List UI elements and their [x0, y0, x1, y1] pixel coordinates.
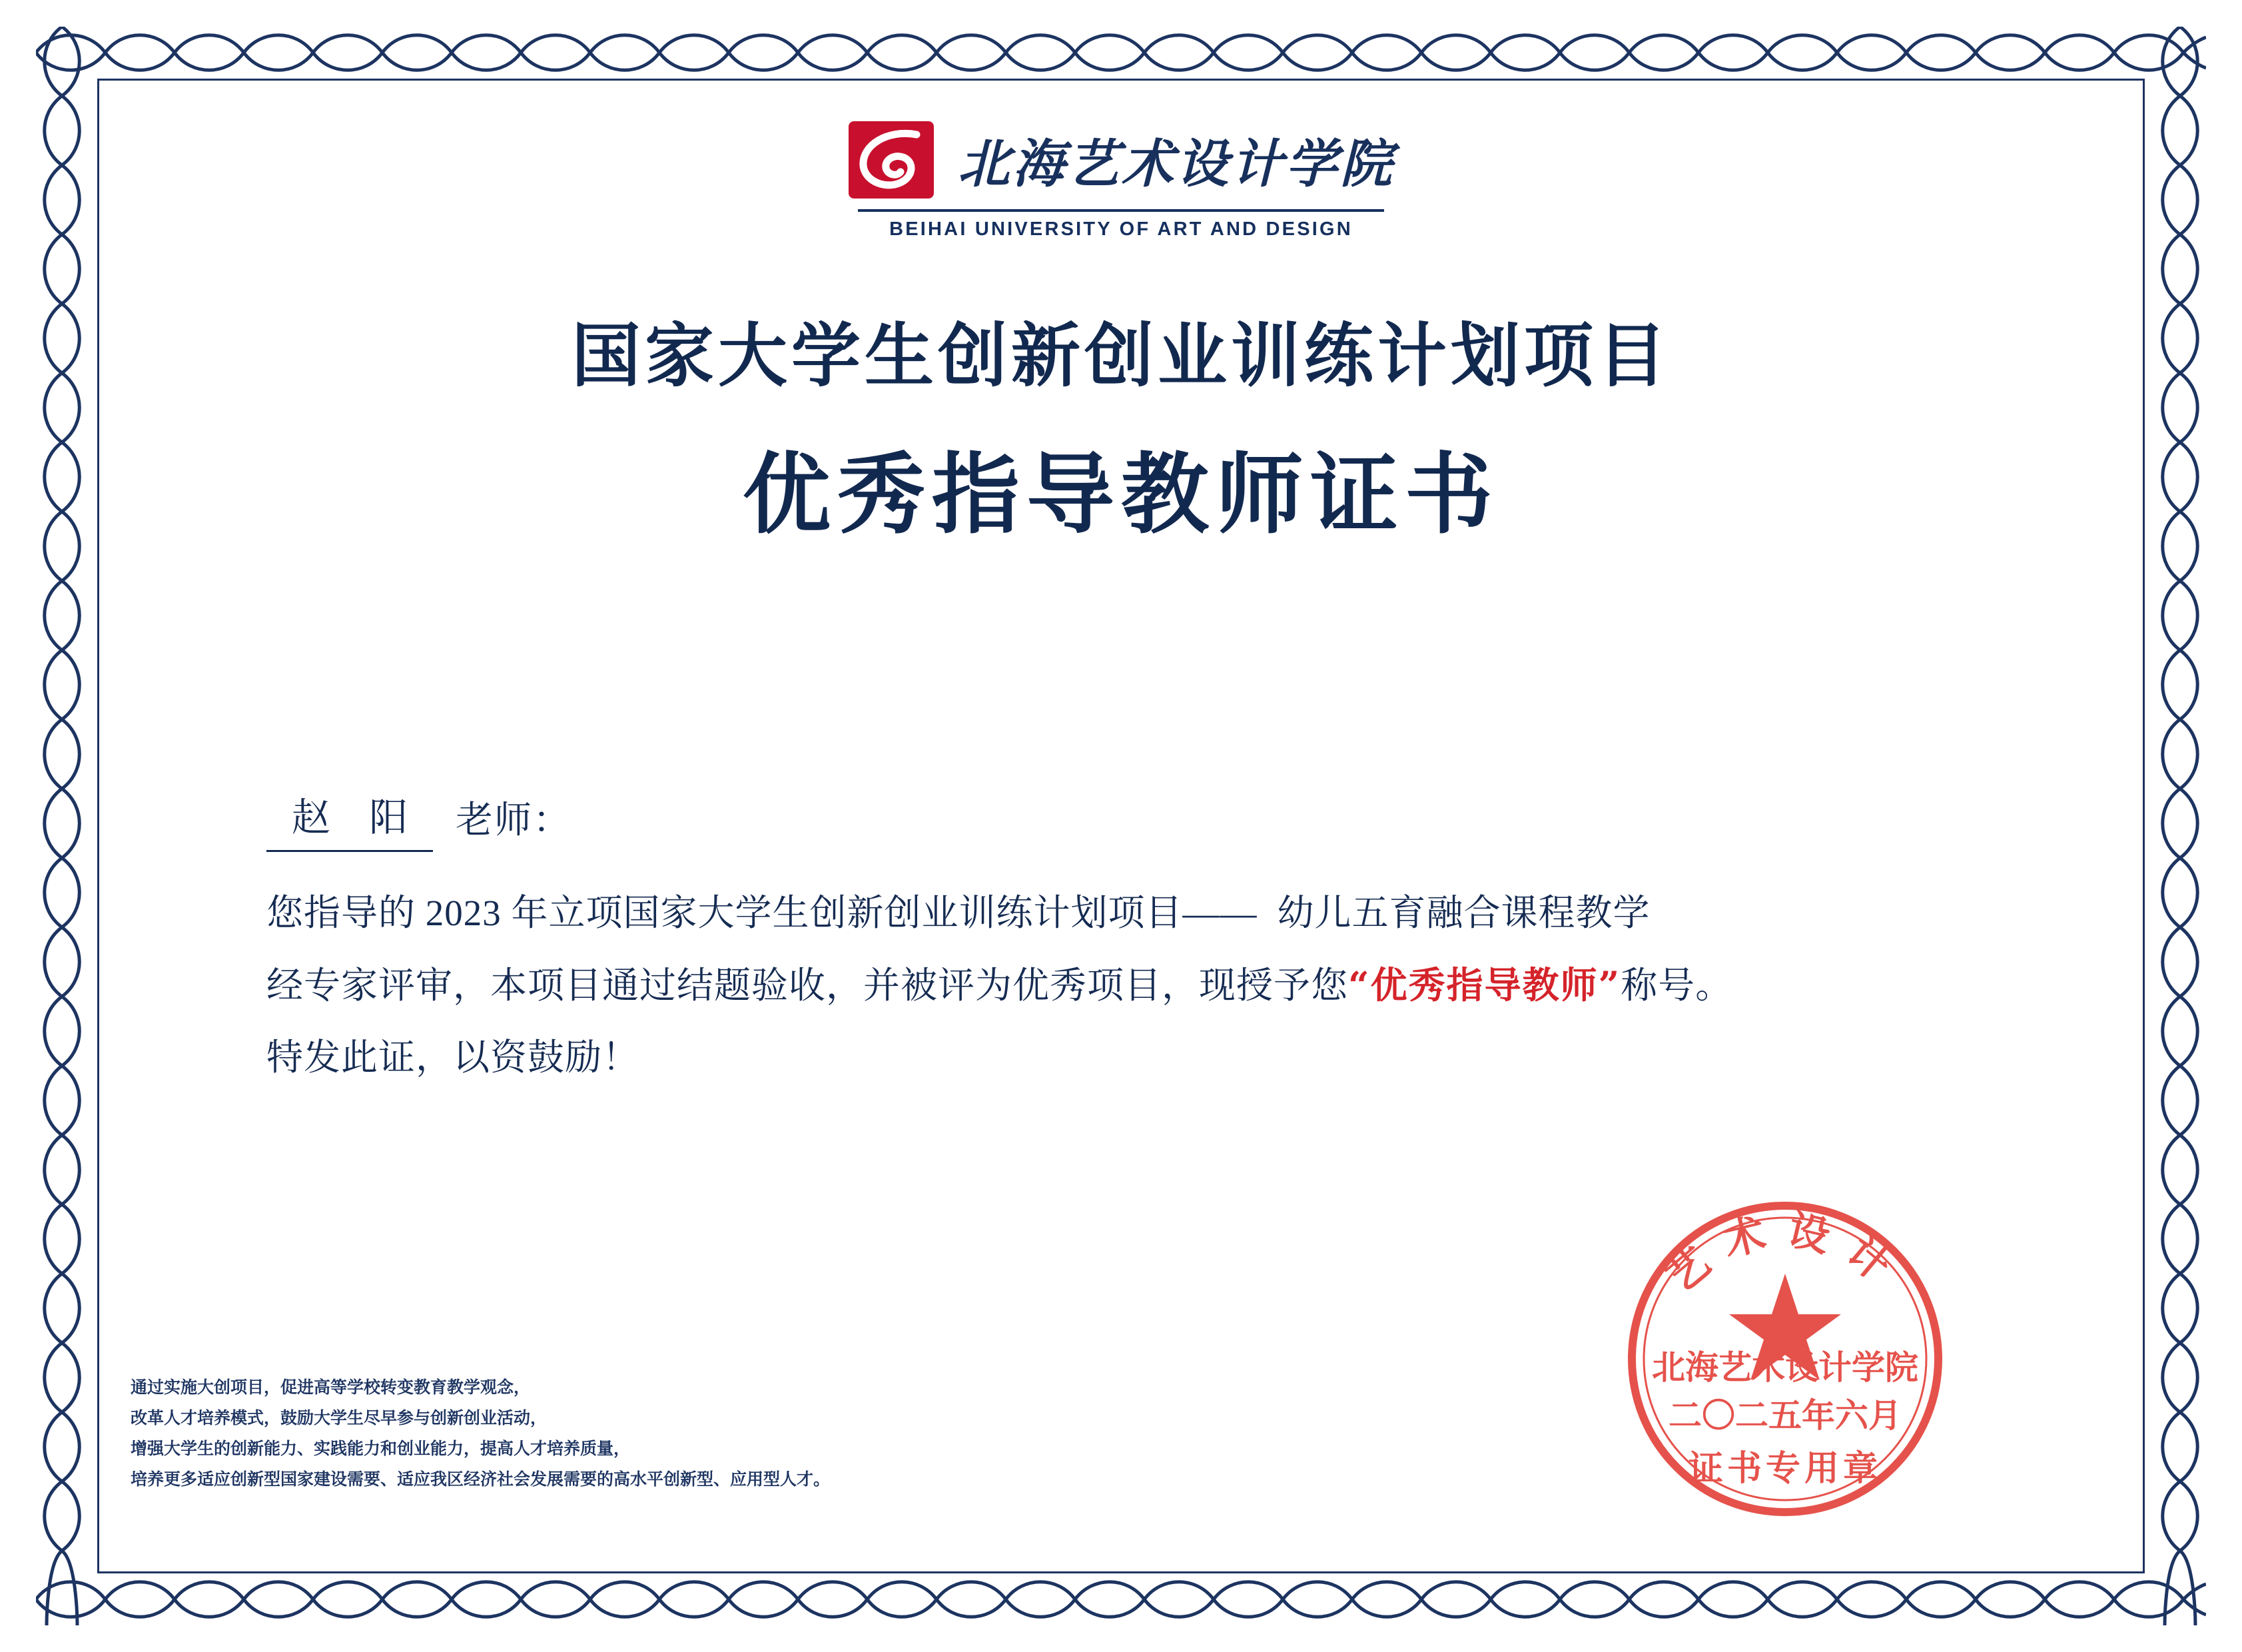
footnote-line: 培养更多适应创新型国家建设需要、适应我区经济社会发展需要的高水平创新型、应用型人才。 [131, 1469, 831, 1489]
logo-row [847, 119, 1395, 201]
seal-bottom-text: 证书专用章 [1688, 1448, 1882, 1489]
logo-chinese-name: 北海艺术设计学院 [957, 134, 1395, 195]
rope-border-left [36, 27, 88, 1625]
body-line-1 [266, 877, 2105, 949]
footnote-line: 改革人才培养模式，鼓励大学生尽早参与创新创业活动， [131, 1408, 548, 1428]
official-seal [1599, 1172, 1972, 1545]
honor-title: “优秀指导教师” [1348, 963, 1621, 1007]
recipient-name: 赵 阳 [266, 786, 433, 852]
body-line-2-prefix: 经专家评审，本项目通过结题验收，并被评为优秀项目，现授予您 [266, 965, 1349, 1006]
footnote-line: 通过实施大创项目，促进高等学校转变教育教学观念， [131, 1378, 531, 1397]
logo-english-name: BEIHAI UNIVERSITY OF ART AND DESIGN [889, 218, 1353, 240]
body-line-2-suffix: 称号。 [1621, 965, 1733, 1006]
certificate-body [266, 786, 2105, 1094]
rope-border-bottom [36, 1573, 2206, 1625]
seal-center-line1: 北海艺术设计学院 [1652, 1348, 1918, 1387]
institution-logo-block [0, 119, 2242, 240]
rope-border-top [36, 27, 2206, 79]
recipient-row [266, 786, 2105, 852]
logo-divider [858, 209, 1384, 212]
rope-border-right [2154, 27, 2206, 1625]
footnote-line: 增强大学生的创新能力、实践能力和创业能力，提高人才培养质量， [131, 1439, 631, 1458]
body-line-3: 特发此证，以资鼓励！ [266, 1037, 640, 1078]
swirl-logo-icon [847, 119, 935, 201]
recipient-suffix: 老师： [456, 800, 571, 841]
project-name: 幼儿五育融合课程教学 [1277, 893, 1651, 933]
body-line-1-prefix: 您指导的 2023 年立项国家大学生创新创业训练计划项目—— [266, 893, 1258, 933]
seal-center-line2: 二〇二五年六月 [1669, 1396, 1902, 1435]
certificate-title-line1: 国家大学生创新创业训练计划项目 [571, 314, 1671, 396]
footnote-block [131, 1372, 830, 1495]
seal-arc-text: 艺术设计 [1657, 1204, 1914, 1302]
certificate-title-line2: 优秀指导教师证书 [743, 443, 1499, 546]
body-line-2 [266, 949, 2105, 1022]
